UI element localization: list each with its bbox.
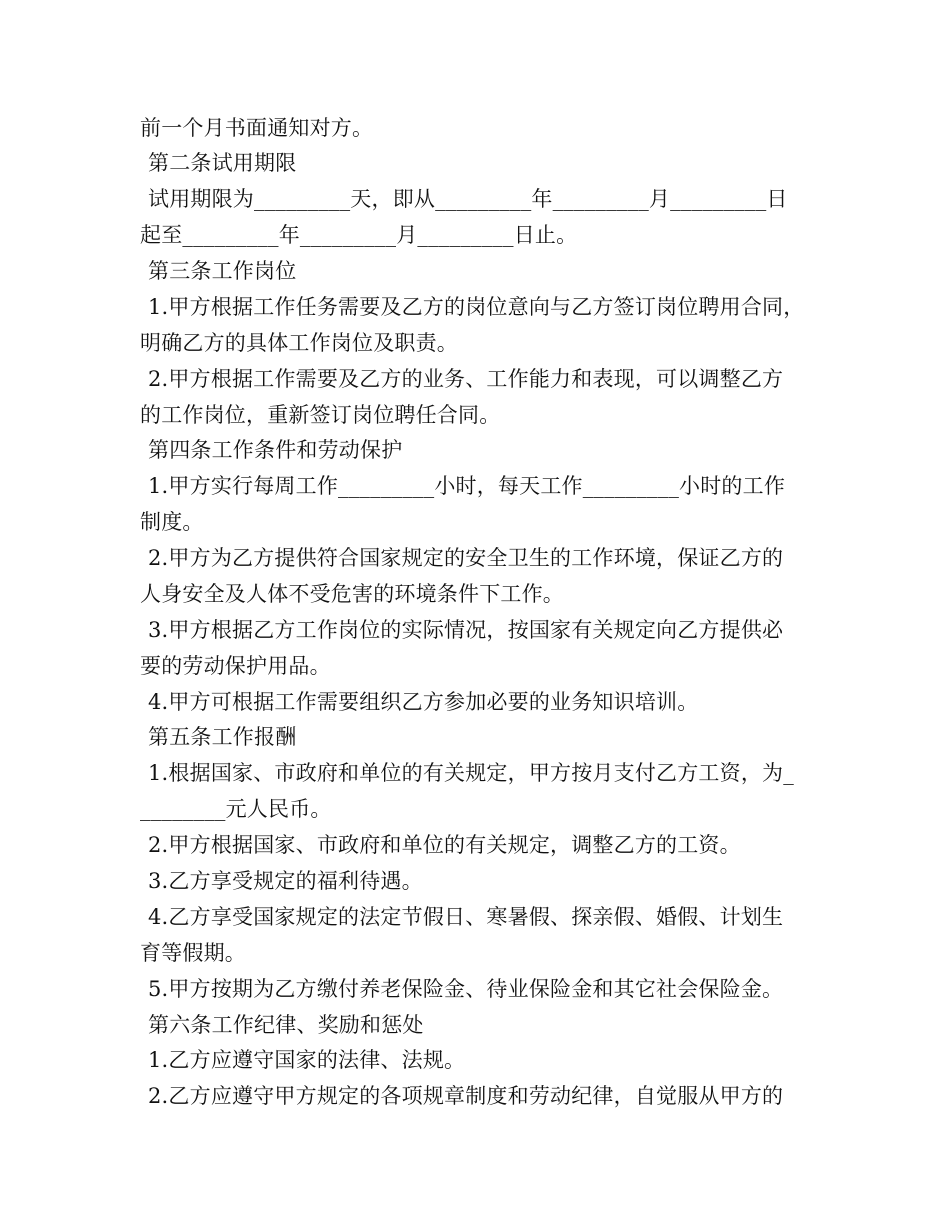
text-line: 1.乙方应遵守国家的法律、法规。 xyxy=(148,1048,466,1072)
text-line: 4.乙方享受国家规定的法定节假日、寒暑假、探亲假、婚假、计划生 xyxy=(148,905,784,929)
text-line: 2.甲方根据工作需要及乙方的业务、工作能力和表现，可以调整乙方 xyxy=(148,367,784,391)
text-line: ________元人民币。 xyxy=(140,797,332,821)
text-line: 1.根据国家、市政府和单位的有关规定，甲方按月支付乙方工资，为_ xyxy=(148,761,794,785)
section-heading: 第四条工作条件和劳动保护 xyxy=(148,438,403,462)
text-line: 2.甲方根据国家、市政府和单位的有关规定，调整乙方的工资。 xyxy=(148,833,741,857)
section-heading: 第二条试用期限 xyxy=(148,151,297,175)
text-line: 4.甲方可根据工作需要组织乙方参加必要的业务知识培训。 xyxy=(148,690,699,714)
section-heading: 第三条工作岗位 xyxy=(148,259,297,283)
text-line: 1.甲方根据工作任务需要及乙方的岗位意向与乙方签订岗位聘用合同， xyxy=(148,295,805,319)
text-line: 试用期限为_________天，即从_________年_________月_________日 xyxy=(148,187,788,211)
text-line: 2.甲方为乙方提供符合国家规定的安全卫生的工作环境，保证乙方的 xyxy=(148,546,784,570)
text-line: 要的劳动保护用品。 xyxy=(140,654,331,678)
section-heading: 第五条工作报酬 xyxy=(148,725,297,749)
section-heading: 第六条工作纪律、奖励和惩处 xyxy=(148,1013,424,1037)
text-line: 2.乙方应遵守甲方规定的各项规章制度和劳动纪律，自觉服从甲方的 xyxy=(148,1084,784,1108)
text-line: 人身安全及人体不受危害的环境条件下工作。 xyxy=(140,582,564,606)
text-line: 3.乙方享受规定的福利待遇。 xyxy=(148,869,423,893)
text-line: 制度。 xyxy=(140,510,204,534)
text-line: 育等假期。 xyxy=(140,941,246,965)
text-line: 5.甲方按期为乙方缴付养老保险金、待业保险金和其它社会保险金。 xyxy=(148,977,784,1001)
text-line: 1.甲方实行每周工作_________小时，每天工作_________小时的工作 xyxy=(148,474,786,498)
text-line: 前一个月书面通知对方。 xyxy=(140,116,374,140)
text-line: 的工作岗位，重新签订岗位聘任合同。 xyxy=(140,403,501,427)
text-line: 起至_________年_________月_________日止。 xyxy=(140,223,578,247)
text-line: 明确乙方的具体工作岗位及职责。 xyxy=(140,331,458,355)
text-line: 3.甲方根据乙方工作岗位的实际情况，按国家有关规定向乙方提供必 xyxy=(148,618,784,642)
